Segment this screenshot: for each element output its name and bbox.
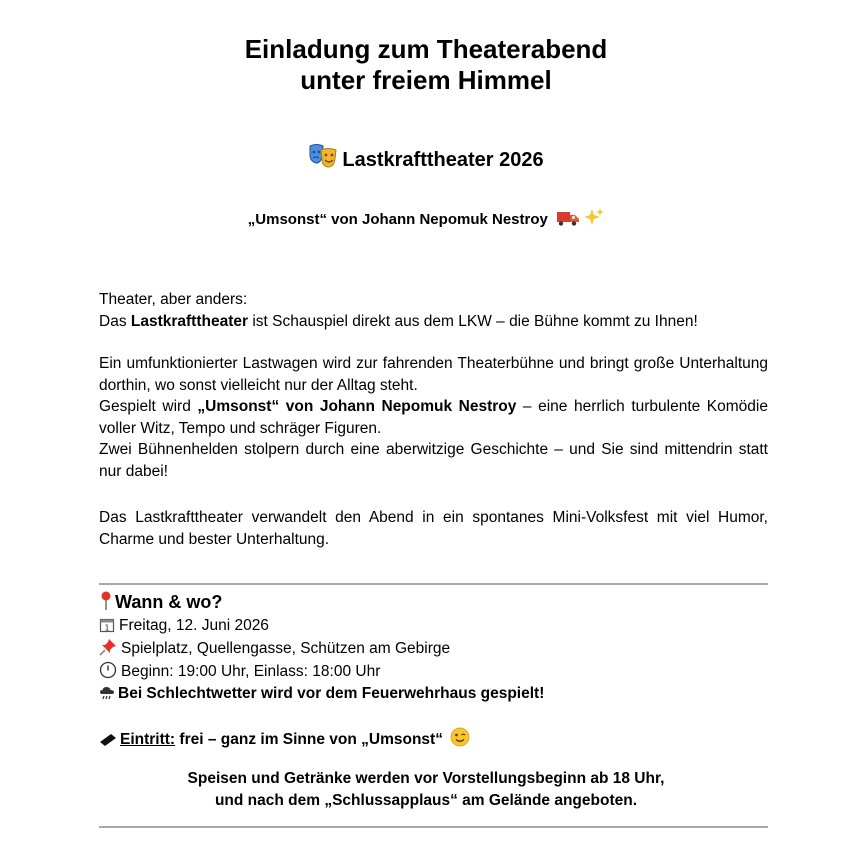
details-date	[99, 615, 768, 640]
calendar-icon	[99, 617, 115, 640]
intro-bold: Lastkrafttheater	[130, 312, 249, 330]
catering-line-2: und nach dem „Schlussapplaus“ am Gelände angeboten.	[214, 792, 638, 809]
title-line-2: unter freiem Himmel	[300, 65, 552, 95]
description-sentence-3: Zwei Bühnenhelden stolpern durch eine aberwitzige Geschichte – und Sie sind mittendrin statt nur dabei!	[99, 441, 768, 480]
sparkles-icon	[584, 207, 604, 234]
intro-line-2	[99, 311, 768, 333]
description-paragraph	[99, 353, 768, 482]
intro-paragraph	[99, 289, 768, 332]
divider-bottom	[99, 826, 768, 828]
details-heading	[99, 590, 768, 617]
location-text: Spielplatz, Quellengasse, Schützen am Gebirge	[121, 640, 451, 657]
description-sentence-2	[99, 396, 768, 439]
details-location	[99, 638, 768, 663]
intro-line-1: Theater, aber anders:	[99, 291, 248, 308]
weather-text: Bei Schlechtwetter wird vor dem Feuerwehrhaus gespielt!	[118, 685, 545, 702]
title-line-1: Einladung zum Theaterabend	[244, 34, 608, 64]
catering-note	[0, 768, 852, 812]
description-sentence-1: Ein umfunktionierter Lastwagen wird zur fahrenden Theaterbühne und bringt große Unterhaltung dorthin, wo sonst vielleicht nur der Alltag steht.	[99, 355, 768, 394]
play-line	[0, 207, 852, 234]
time-text: Beginn: 19:00 Uhr, Einlass: 18:00 Uhr	[121, 663, 381, 680]
intro-text-end: ist Schauspiel direkt aus dem LKW – die Bühne kommt zu Ihnen!	[248, 312, 698, 330]
date-text: Freitag, 12. Juni 2026	[119, 617, 269, 634]
admission-line	[99, 727, 768, 754]
pin-icon	[99, 591, 113, 617]
truck-icon	[556, 209, 580, 234]
rain-cloud-icon	[99, 685, 115, 708]
admission-label: Eintritt:	[120, 731, 176, 748]
details-heading-text: Wann & wo?	[115, 592, 223, 612]
winking-face-icon	[450, 727, 470, 754]
theater-masks-icon	[308, 143, 338, 176]
event-subtitle	[0, 143, 852, 176]
play-text: „Umsonst“ von Johann Nepomuk Nestroy	[247, 211, 548, 228]
admission-text: frei – ganz im Sinne von „Umsonst“	[175, 731, 443, 748]
sentence-2-text-end: – eine herrlich turbulente Komödie voller Witz, Tempo und schräger Figuren.	[99, 398, 768, 437]
ticket-icon	[99, 732, 117, 754]
svg-text:1: 1	[104, 623, 110, 633]
divider-top	[99, 583, 768, 585]
catering-line-1: Speisen und Getränke werden vor Vorstellungsbeginn ab 18 Uhr,	[187, 770, 665, 787]
intro-text: Das	[99, 312, 131, 330]
details-weather	[99, 683, 768, 708]
sentence-2-bold: „Umsonst“ von Johann Nepomuk Nestroy	[197, 398, 517, 415]
subtitle-text: Lastkrafttheater 2026	[342, 149, 544, 171]
closing-paragraph: Das Lastkrafttheater verwandelt den Abend in ein spontanes Mini-Volksfest mit viel Humor, Charme und bester Unterhaltung.	[99, 509, 768, 548]
page-title	[0, 34, 852, 96]
pushpin-icon	[99, 638, 117, 663]
sentence-2-text: Gespielt wird	[99, 398, 198, 415]
